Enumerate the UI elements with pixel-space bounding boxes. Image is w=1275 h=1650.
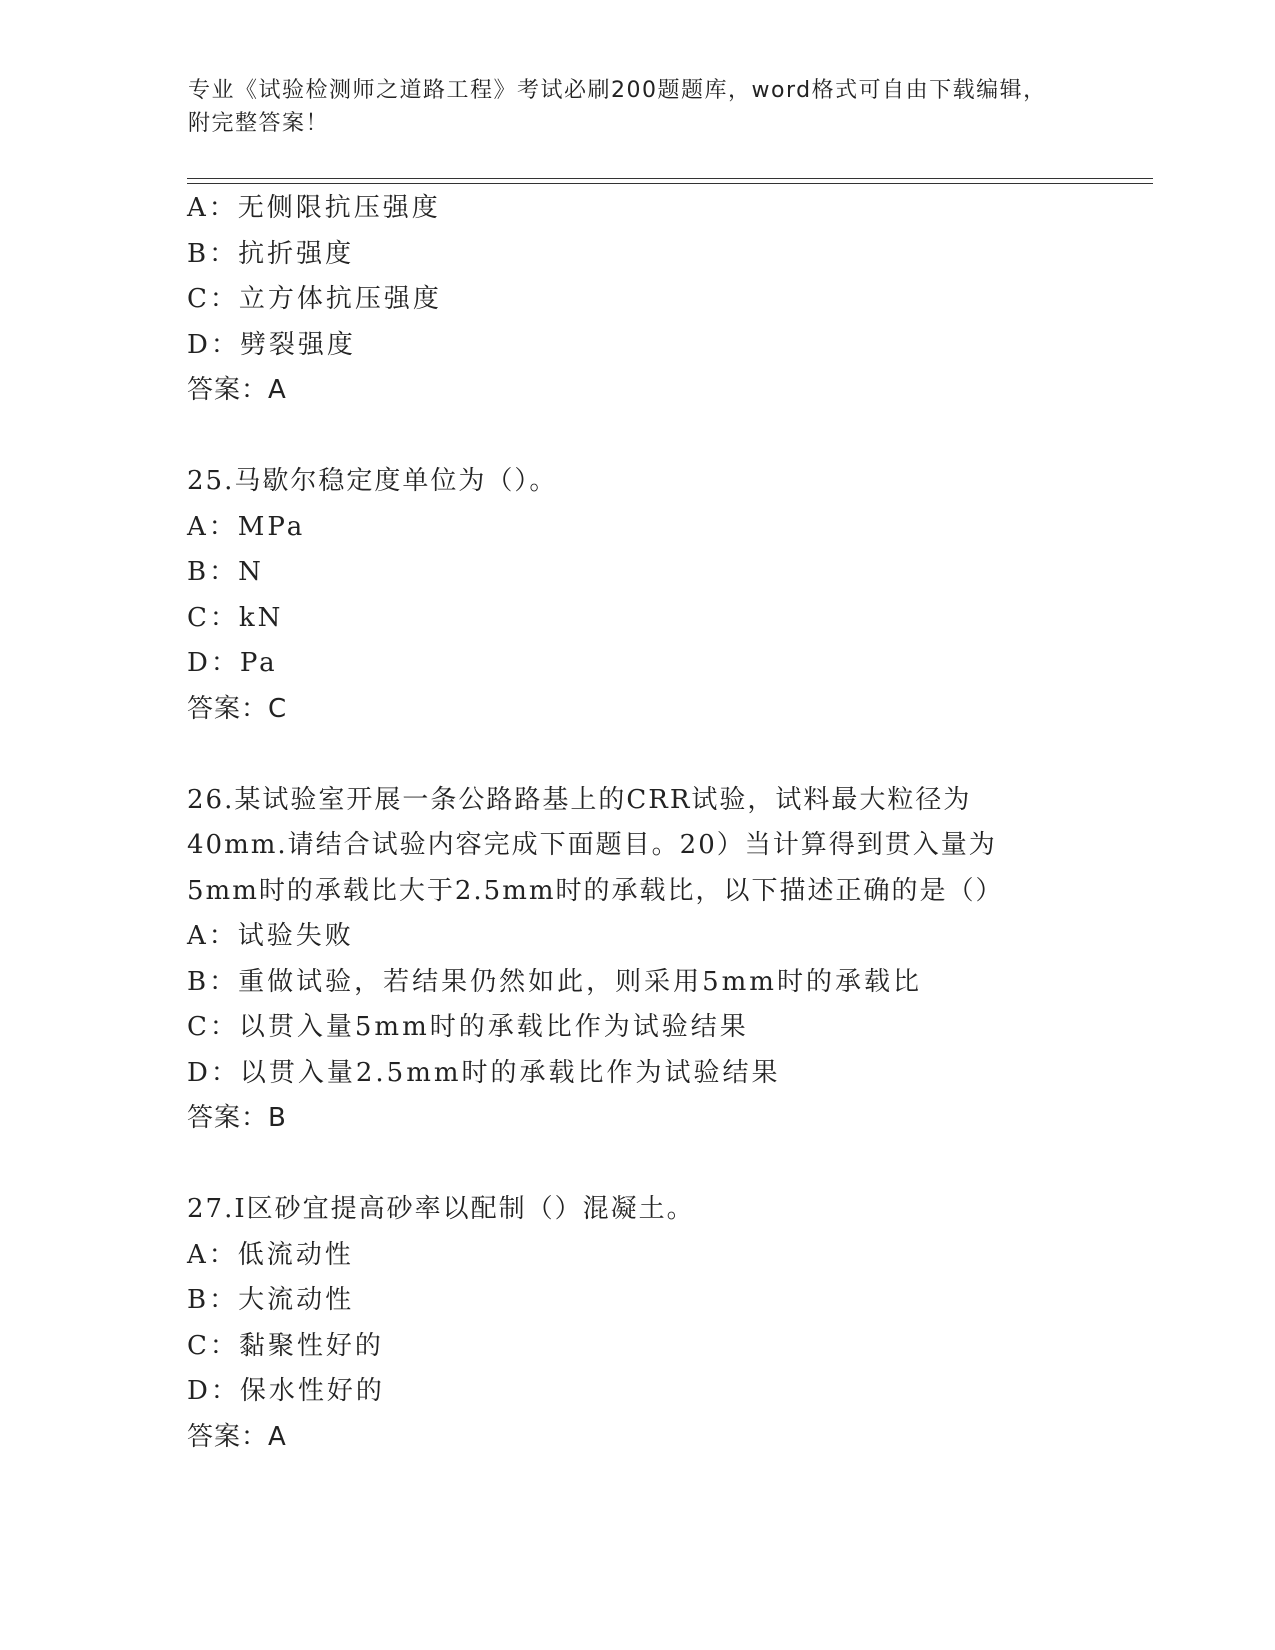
- spacer: [187, 414, 1087, 460]
- option-d: D：以贯入量2.5mm时的承载比作为试验结果: [187, 1057, 781, 1088]
- document-header: 专业《试验检测师之道路工程》考试必刷200题题库，word格式可自由下载编辑，附完整答案！: [188, 78, 1047, 136]
- answer-line: 答案：B: [187, 1103, 287, 1133]
- option-b: B：重做试验，若结果仍然如此，则采用5mm时的承载比: [187, 966, 922, 997]
- question-26: [187, 778, 1087, 1142]
- option-a: A：试验失败: [187, 921, 354, 951]
- answer-line: 答案：C: [187, 693, 288, 724]
- header-divider: [187, 178, 1153, 184]
- option-a: A：MPa: [187, 511, 306, 542]
- spacer: [187, 732, 1087, 778]
- answer-line: 答案：A: [187, 375, 287, 405]
- question-27: [187, 1187, 1087, 1460]
- question-24-continued: [187, 186, 1087, 414]
- option-a: A：无侧限抗压强度: [187, 193, 441, 223]
- option-d: D：保水性好的: [187, 1376, 385, 1406]
- option-c: C：立方体抗压强度: [187, 284, 442, 314]
- question-25: [187, 459, 1087, 732]
- spacer: [187, 1142, 1087, 1188]
- option-c: C：黏聚性好的: [187, 1330, 384, 1361]
- question-stem: 26.某试验室开展一条公路路基上的CRR试验，试料最大粒径为40mm.请结合试验内容完成下面题目。20）当计算得到贯入量为5mm时的承载比大于2.5mm时的承载比，以下描述正确的是（）: [187, 784, 1004, 906]
- option-c: C：以贯入量5mm时的承载比作为试验结果: [187, 1012, 749, 1042]
- option-d: D：Pa: [187, 648, 278, 678]
- option-c: C：kN: [187, 602, 284, 633]
- option-a: A：低流动性: [187, 1239, 354, 1270]
- option-b: B：N: [187, 557, 264, 587]
- question-list: [187, 186, 1087, 1460]
- question-stem: 25.马歇尔稳定度单位为（）。: [187, 466, 558, 496]
- option-b: B：大流动性: [187, 1285, 355, 1315]
- answer-line: 答案：A: [187, 1421, 287, 1452]
- option-b: B：抗折强度: [187, 238, 355, 269]
- option-d: D：劈裂强度: [187, 329, 356, 360]
- question-stem: 27.Ⅰ区砂宜提高砂率以配制（）混凝土。: [187, 1194, 695, 1224]
